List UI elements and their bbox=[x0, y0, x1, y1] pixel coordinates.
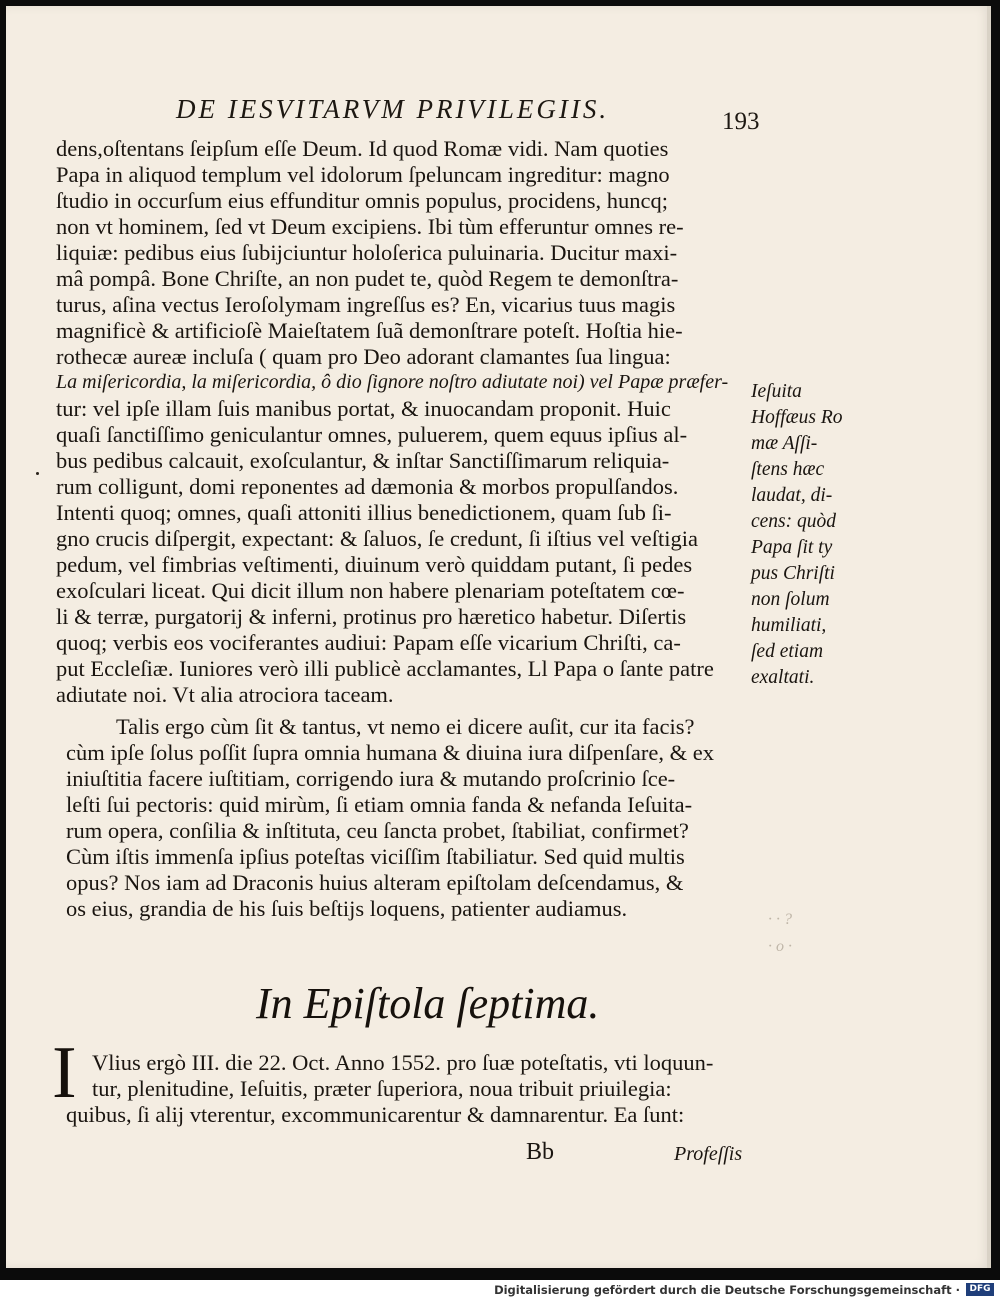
body-line: cùm ipſe ſolus poſſit ſupra omnia humana & diuina iura diſpenſare, & ex bbox=[66, 740, 714, 765]
dfg-logo: DFG bbox=[966, 1283, 994, 1296]
catchword: Profeſſis bbox=[674, 1143, 743, 1165]
body-line: rothecæ aureæ incluſa ( quam pro Deo adorant clamantes ſua lingua: bbox=[56, 344, 671, 369]
margin-note-line: mæ Aſſi- bbox=[751, 433, 818, 454]
body-line: os eius, grandia de his ſuis beſtijs loquens, patienter audiamus. bbox=[66, 896, 628, 921]
page-edge bbox=[987, 6, 991, 1268]
body-line: put Eccleſiæ. Iuniores verò illi publicè acclamantes, Ll Papa o ſante patre bbox=[56, 656, 714, 681]
body-line: rum opera, conſilia & inſtituta, ceu ſancta probet, ſtabiliat, confirmet? bbox=[66, 818, 689, 843]
section-heading: In Epiſtola ſeptima. bbox=[256, 979, 600, 1028]
body-line: Talis ergo cùm ſit & tantus, vt nemo ei dicere auſit, cur ita facis? bbox=[116, 714, 695, 739]
show-through-marks: · · ? · o · bbox=[768, 911, 792, 956]
body-line: tur: vel ipſe illam ſuis manibus portat, & inuocandam proponit. Huic bbox=[56, 396, 671, 421]
margin-note-line: Ieſuita bbox=[751, 381, 802, 402]
body-line: magnificè & artificioſè Maieſtatem ſuã demonſtrare poteſt. Hoſtia hie- bbox=[56, 318, 683, 343]
body-line: Papa in aliquod templum vel idolorum ſpeluncam ingreditur: magno bbox=[56, 162, 670, 187]
body-line: Vlius ergò III. die 22. Oct. Anno 1552. pro ſuæ poteſtatis, vti loquun- bbox=[92, 1050, 714, 1075]
body-line: turus, aſina vectus Ieroſolymam ingreſſus es? En, vicarius tuus magis bbox=[56, 292, 676, 317]
drop-capital: I bbox=[52, 1032, 77, 1114]
body-line: Cùm iſtis immenſa ipſius poteſtas viciſſim ſtabiliatur. Sed quid multis bbox=[66, 844, 685, 869]
body-line: exoſculari liceat. Qui dicit illum non habere plenariam poteſtatem cœ- bbox=[56, 578, 685, 603]
body-line: leſti ſui pectoris: quid mirùm, ſi etiam omnia fanda & nefanda Ieſuita- bbox=[66, 792, 693, 817]
body-line: adiutate noi. Vt alia atrociora taceam. bbox=[56, 682, 394, 707]
body-line: quoq; verbis eos vociferantes audiui: Papam eſſe vicarium Chriſti, ca- bbox=[56, 630, 681, 655]
page-number: 193 bbox=[722, 108, 760, 135]
footer-bar bbox=[0, 1280, 1000, 1300]
margin-note-line: exaltati. bbox=[751, 667, 815, 688]
body-line: gno crucis diſpergit, expectant: & ſaluos, ſe credunt, ſi iſtius vel veſtigia bbox=[56, 526, 698, 551]
margin-note-line: ſtens hæc bbox=[751, 459, 825, 480]
body-line-italic: La miſericordia, la miſericordia, ô dio ſignore noſtro adiutate noi) vel Papæ præfer- bbox=[56, 371, 729, 393]
margin-note-line: non ſolum bbox=[751, 589, 830, 610]
body-line: Intenti quoq; omnes, quaſi attoniti illius benedictionem, quam ſub ſi- bbox=[56, 500, 672, 525]
margin-note-line: cens: quòd bbox=[751, 511, 837, 532]
body-line: rum colligunt, domi reponentes ad dæmonia & morbos propulſandos. bbox=[56, 474, 679, 499]
body-line: liquiæ: pedibus eius ſubijciuntur holoſerica puluinaria. Ducitur maxi- bbox=[56, 240, 678, 265]
body-line: non vt hominem, ſed vt Deum excipiens. Ibi tùm efferuntur omnes re- bbox=[56, 214, 684, 239]
signature-mark: Bb bbox=[526, 1139, 555, 1165]
margin-note-line: Papa ſit ty bbox=[751, 537, 833, 558]
body-line: li & terræ, purgatorij & inferni, protinus pro hæretico habetur. Diſertis bbox=[56, 604, 687, 629]
running-head: DE IESVITARVM PRIVILEGIIS. bbox=[176, 94, 610, 124]
margin-note-line: ſed etiam bbox=[751, 641, 824, 662]
margin-note-line: pus Chriſti bbox=[751, 563, 835, 584]
funding-notice: Digitalisierung gefördert durch die Deutsche Forschungsgemeinschaft · bbox=[494, 1283, 960, 1297]
body-line: opus? Nos iam ad Draconis huius alteram epiſtolam deſcendamus, & bbox=[66, 870, 684, 895]
book-page bbox=[6, 6, 991, 1268]
body-line: ſtudio in occurſum eius effunditur omnis populus, procidens, huncq; bbox=[56, 188, 669, 213]
body-line: tur, plenitudine, Ieſuitis, præter ſuperiora, noua tribuit priuilegia: bbox=[92, 1076, 672, 1101]
body-line: iniuſtitia facere iuſtitiam, corrigendo iura & mutando proſcrinio ſce- bbox=[66, 766, 676, 791]
body-line: pedum, vel fimbrias veſtimenti, diuinum verò quiddam putant, ſi pedes bbox=[56, 552, 693, 577]
body-line: mâ pompâ. Bone Chriſte, an non pudet te, quòd Regem te demonſtra- bbox=[56, 266, 679, 291]
margin-note-line: laudat, di- bbox=[751, 485, 833, 506]
margin-note-line: humiliati, bbox=[751, 615, 827, 636]
body-line: quaſi ſanctiſſimo geniculantur omnes, puluerem, quem equus ipſius al- bbox=[56, 422, 688, 447]
body-line: dens,oſtentans ſeipſum eſſe Deum. Id quod Romæ vidi. Nam quoties bbox=[56, 136, 669, 161]
body-line: quibus, ſi alij vterentur, excommunicarentur & damnarentur. Ea ſunt: bbox=[66, 1102, 685, 1127]
margin-note-line: Hoffæus Ro bbox=[751, 407, 843, 428]
ink-speck bbox=[36, 472, 39, 475]
body-line: bus pedibus calcauit, exoſculantur, & inſtar Sanctiſſimarum reliquia- bbox=[56, 448, 670, 473]
